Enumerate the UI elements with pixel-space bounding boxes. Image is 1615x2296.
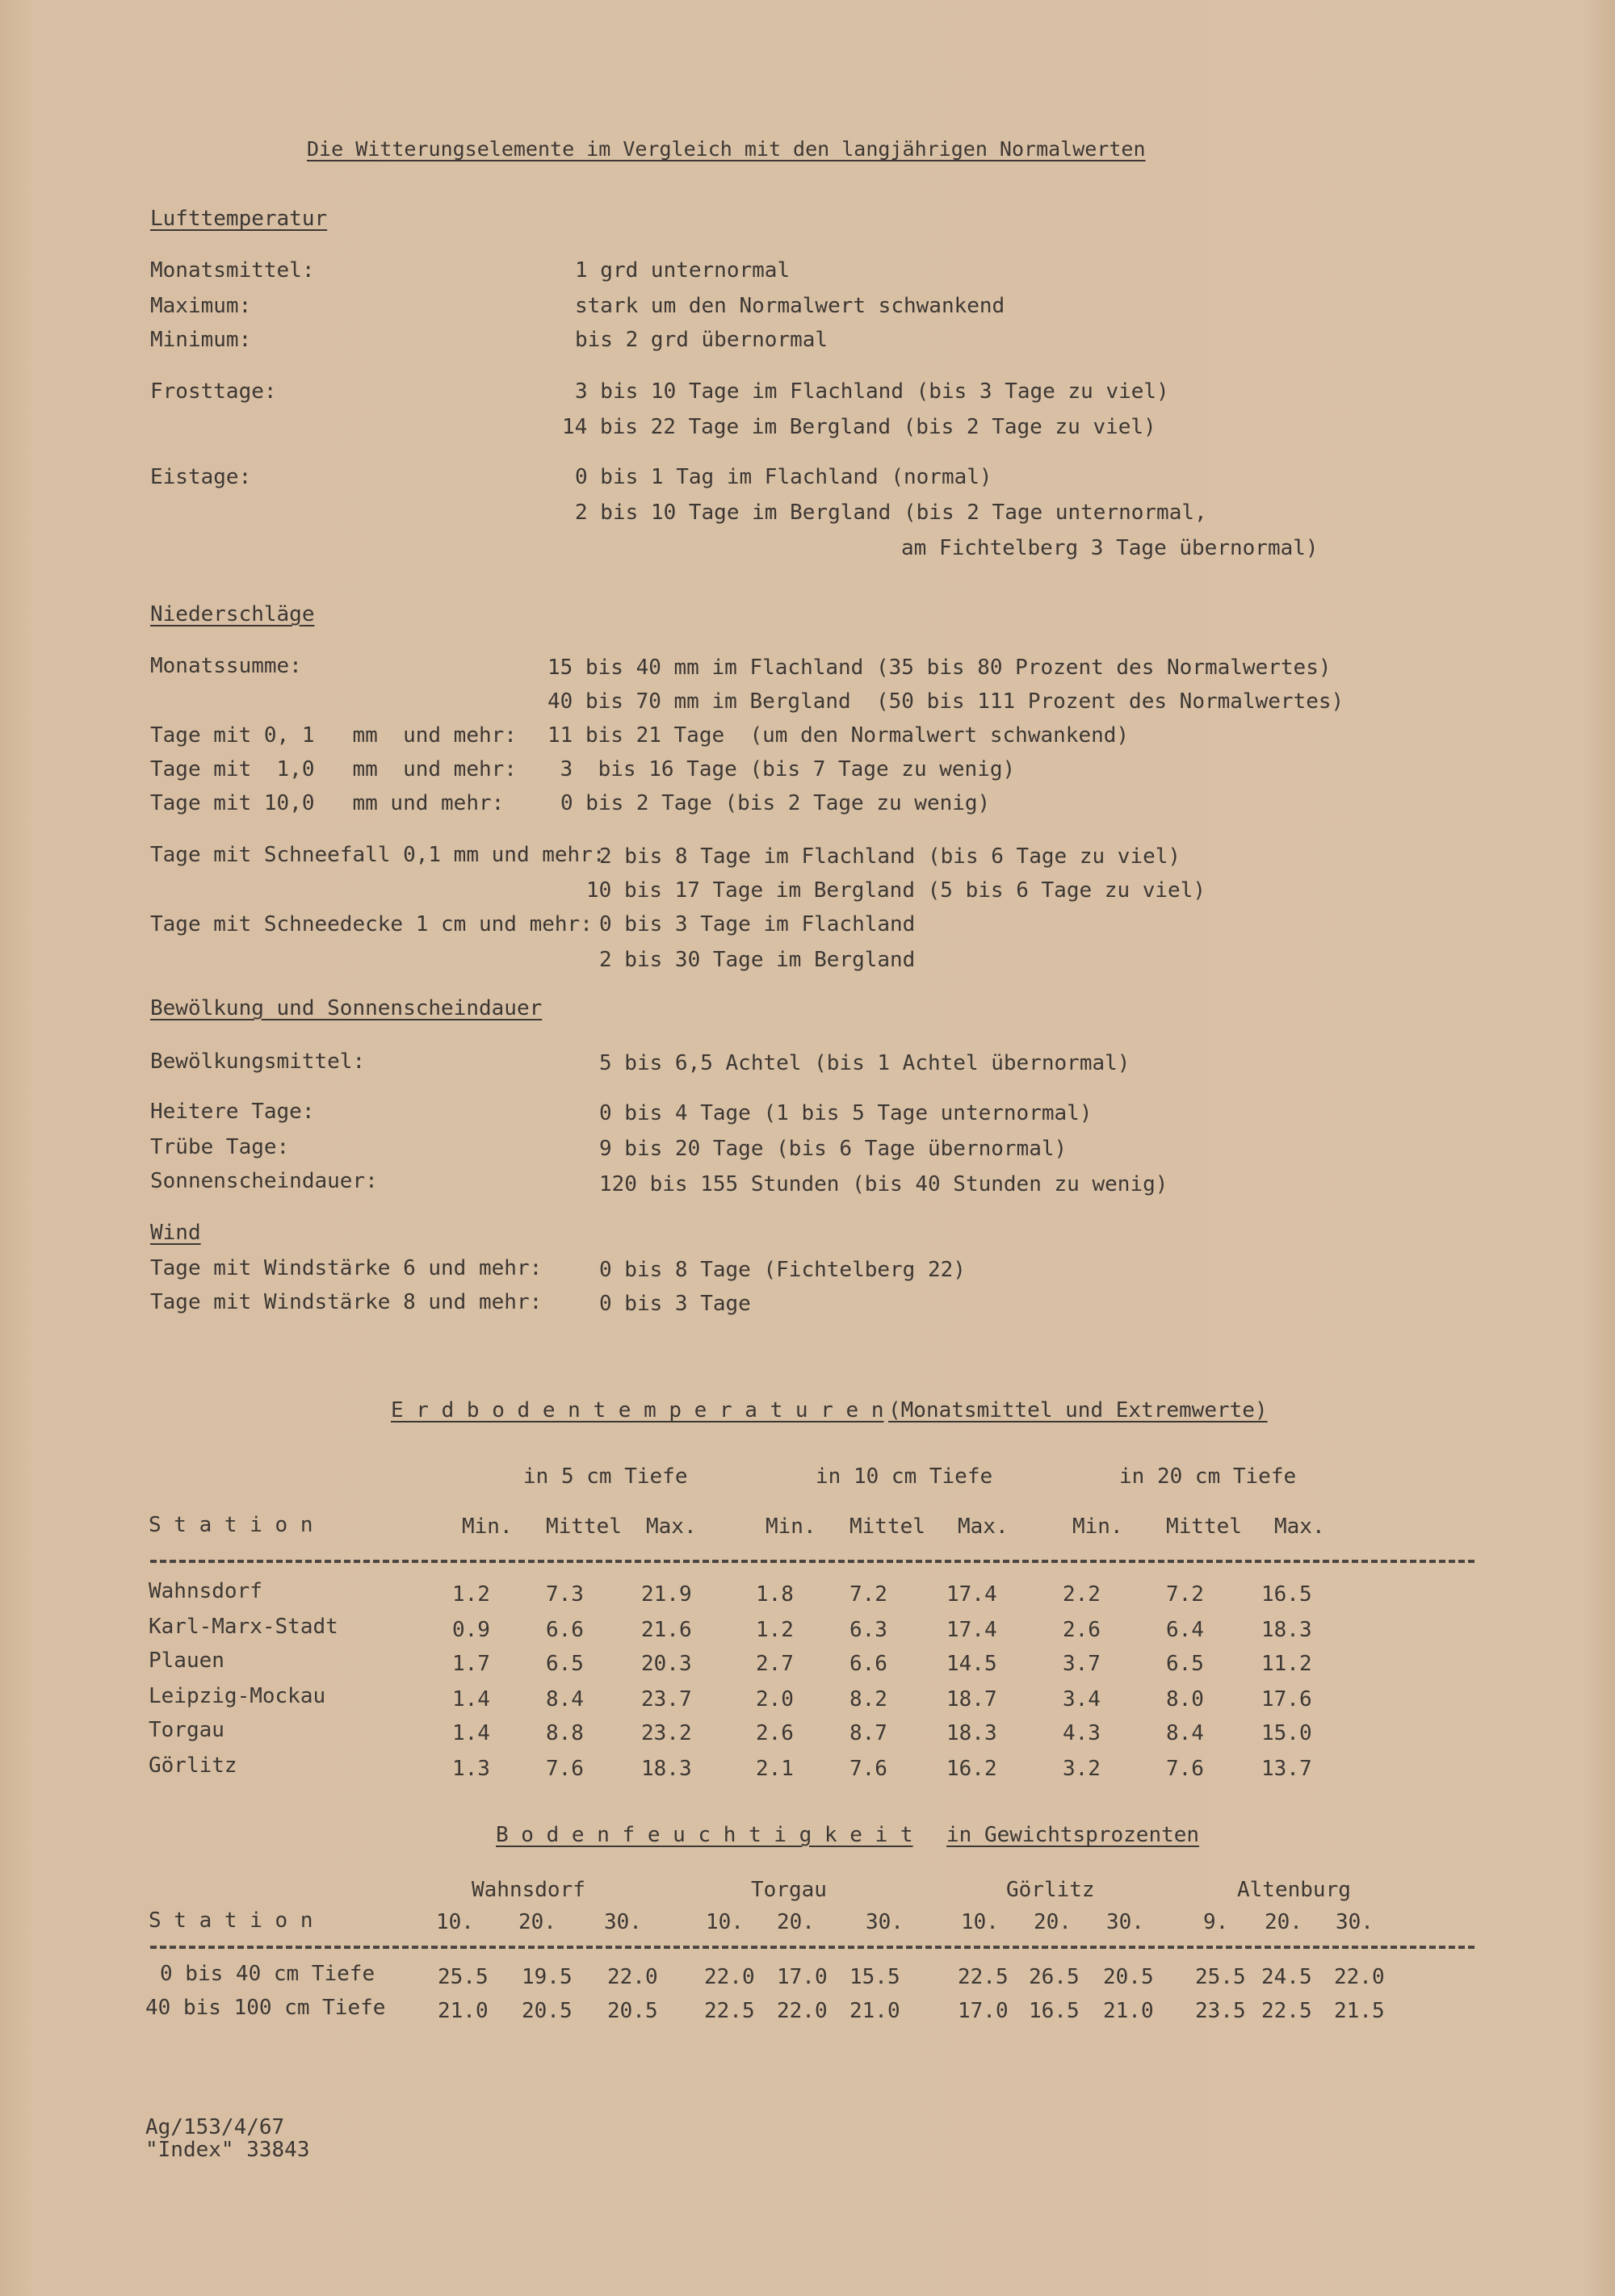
boden-station-altenburg: Altenburg <box>1237 1878 1351 1902</box>
erdboden-subheader: Mittel <box>1166 1515 1242 1539</box>
table-cell: 22.5 <box>958 1965 1009 1989</box>
depth-header-10cm: in 10 cm Tiefe <box>816 1464 993 1489</box>
table-cell: 2.6 <box>1063 1618 1101 1642</box>
boden-day-header: 20. <box>1034 1910 1072 1934</box>
section-heading-bewoelkung: Bewölkung und Sonnenscheindauer <box>150 996 543 1020</box>
table-cell: 11.2 <box>1261 1652 1312 1676</box>
row-value: 2 bis 30 Tage im Bergland <box>599 948 916 972</box>
table-cell: 15.0 <box>1261 1721 1312 1745</box>
table-cell: 17.0 <box>958 1999 1009 2023</box>
row-label: Tage mit Windstärke 8 und mehr: <box>150 1290 543 1314</box>
station-name: Torgau <box>149 1718 224 1742</box>
erdboden-title-spaced: E r d b o d e n t e m p e r a t u r e n <box>391 1398 884 1422</box>
table-cell: 6.6 <box>546 1618 584 1642</box>
erdboden-subheader: Min. <box>1072 1515 1123 1539</box>
depth-label: 0 bis 40 cm Tiefe <box>160 1962 375 1986</box>
station-name: Görlitz <box>149 1753 237 1778</box>
row-label: Minimum: <box>150 328 252 352</box>
boden-day-header: 20. <box>518 1910 556 1934</box>
table-cell: 14.5 <box>946 1652 997 1676</box>
station-name: Leipzig-Mockau <box>149 1684 326 1708</box>
depth-label: 40 bis 100 cm Tiefe <box>145 1996 386 2020</box>
table-cell: 8.4 <box>1166 1721 1204 1745</box>
table-cell: 17.4 <box>946 1618 997 1642</box>
document-title: Die Witterungselemente im Vergleich mit den langjährigen Normalwerten <box>307 137 1146 161</box>
table-cell: 6.4 <box>1166 1618 1204 1642</box>
row-value: 3 bis 10 Tage im Flachland (bis 3 Tage zu viel) <box>575 379 1169 404</box>
table-cell: 3.7 <box>1063 1652 1101 1676</box>
table-cell: 6.5 <box>546 1652 584 1676</box>
boden-day-header: 30. <box>1336 1910 1374 1934</box>
row-value: 15 bis 40 mm im Flachland (35 bis 80 Prozent des Normalwertes) <box>547 656 1332 680</box>
row-label: Tage mit Windstärke 6 und mehr: <box>150 1256 543 1280</box>
table-cell: 1.7 <box>452 1652 490 1676</box>
erdboden-subheader: Mittel <box>849 1515 925 1539</box>
erdboden-subheader: Max. <box>1274 1515 1325 1539</box>
row-value: 120 bis 155 Stunden (bis 40 Stunden zu wenig) <box>599 1172 1168 1196</box>
table-cell: 22.0 <box>607 1965 658 1989</box>
table-cell: 23.5 <box>1195 1999 1246 2023</box>
erdboden-subheader: Min. <box>766 1515 816 1539</box>
erdboden-subheader: Max. <box>646 1515 697 1539</box>
table-cell: 2.6 <box>756 1721 794 1745</box>
row-label: Tage mit Schneefall 0,1 mm und mehr: <box>150 843 606 867</box>
row-value: 9 bis 20 Tage (bis 6 Tage übernormal) <box>599 1137 1068 1161</box>
boden-title-spaced: B o d e n f e u c h t i g k e i t <box>496 1823 913 1847</box>
table-cell: 7.3 <box>546 1582 584 1607</box>
table-cell: 22.0 <box>704 1965 755 1989</box>
erdboden-subheader: Max. <box>958 1515 1009 1539</box>
boden-station-wahnsdorf: Wahnsdorf <box>472 1878 585 1902</box>
table-cell: 15.5 <box>849 1965 900 1989</box>
section-heading-wind: Wind <box>150 1221 201 1245</box>
table-cell: 1.4 <box>452 1687 490 1712</box>
row-value: 2 bis 8 Tage im Flachland (bis 6 Tage zu viel) <box>599 844 1181 869</box>
table-cell: 22.0 <box>777 1999 828 2023</box>
table-cell: 20.3 <box>641 1652 692 1676</box>
table-cell: 22.0 <box>1334 1965 1385 1989</box>
table-cell: 6.6 <box>849 1652 887 1676</box>
table-cell: 21.9 <box>641 1582 692 1607</box>
row-value: 5 bis 6,5 Achtel (bis 1 Achtel übernormal) <box>599 1051 1130 1075</box>
table-cell: 23.2 <box>641 1721 692 1745</box>
row-label: Monatsmittel: <box>150 258 315 283</box>
table-cell: 7.6 <box>546 1757 584 1781</box>
row-value: 3 bis 16 Tage (bis 7 Tage zu wenig) <box>547 757 1016 781</box>
row-value: stark um den Normalwert schwankend <box>575 294 1005 318</box>
table-cell: 6.5 <box>1166 1652 1204 1676</box>
table-cell: 8.4 <box>546 1687 584 1712</box>
row-label: Tage mit 0, 1 mm und mehr: <box>150 723 517 748</box>
table-cell: 3.2 <box>1063 1757 1101 1781</box>
table-cell: 21.6 <box>641 1618 692 1642</box>
table-cell: 17.4 <box>946 1582 997 1607</box>
depth-header-20cm: in 20 cm Tiefe <box>1119 1464 1297 1489</box>
table-cell: 8.0 <box>1166 1687 1204 1712</box>
row-value: 14 bis 22 Tage im Bergland (bis 2 Tage zu viel) <box>562 415 1156 439</box>
row-value: 40 bis 70 mm im Bergland (50 bis 111 Prozent des Normalwertes) <box>547 689 1344 714</box>
row-label: Maximum: <box>150 294 252 318</box>
table-cell: 7.6 <box>849 1757 887 1781</box>
table-cell: 3.4 <box>1063 1687 1101 1712</box>
boden-day-header: 10. <box>961 1910 999 1934</box>
table-cell: 26.5 <box>1029 1965 1080 1989</box>
table-cell: 7.2 <box>1166 1582 1204 1607</box>
table-cell: 2.2 <box>1063 1582 1101 1607</box>
table-cell: 21.5 <box>1334 1999 1385 2023</box>
table-cell: 6.3 <box>849 1618 887 1642</box>
table-cell: 21.0 <box>849 1999 900 2023</box>
row-label: Heitere Tage: <box>150 1100 315 1124</box>
row-value: 0 bis 1 Tag im Flachland (normal) <box>575 465 992 489</box>
table-cell: 1.3 <box>452 1757 490 1781</box>
depth-header-5cm: in 5 cm Tiefe <box>523 1464 688 1489</box>
table-cell: 13.7 <box>1261 1757 1312 1781</box>
table-cell: 18.3 <box>1261 1618 1312 1642</box>
table-cell: 22.5 <box>1261 1999 1312 2023</box>
table-cell: 20.5 <box>522 1999 573 2023</box>
row-value: 0 bis 4 Tage (1 bis 5 Tage unternormal) <box>599 1101 1093 1125</box>
footer-index: "Index" 33843 <box>145 2138 310 2162</box>
table-cell: 21.0 <box>1103 1999 1154 2023</box>
erdboden-title-suffix: (Monatsmittel und Extremwerte) <box>888 1398 1268 1422</box>
table-divider <box>150 1560 1474 1563</box>
row-value: 1 grd unternormal <box>575 258 791 283</box>
table-cell: 16.5 <box>1029 1999 1080 2023</box>
boden-title-suffix: in Gewichtsprozenten <box>946 1823 1200 1847</box>
row-value: 0 bis 2 Tage (bis 2 Tage zu wenig) <box>560 791 991 815</box>
table-cell: 25.5 <box>1195 1965 1246 1989</box>
erdboden-subheader: Min. <box>462 1515 513 1539</box>
table-cell: 22.5 <box>704 1999 755 2023</box>
table-cell: 20.5 <box>607 1999 658 2023</box>
station-name: Karl-Marx-Stadt <box>149 1615 338 1639</box>
table-cell: 21.0 <box>438 1999 489 2023</box>
boden-station-torgau: Torgau <box>751 1878 827 1902</box>
row-label: Bewölkungsmittel: <box>150 1050 366 1074</box>
row-label: Monatssumme: <box>150 654 302 678</box>
station-name: Plauen <box>149 1649 224 1673</box>
table-cell: 20.5 <box>1103 1965 1154 1989</box>
boden-day-header: 30. <box>604 1910 642 1934</box>
table-cell: 18.3 <box>641 1757 692 1781</box>
table-cell: 0.9 <box>452 1618 490 1642</box>
table-cell: 8.2 <box>849 1687 887 1712</box>
station-name: Wahnsdorf <box>149 1579 262 1603</box>
row-value: 10 bis 17 Tage im Bergland (5 bis 6 Tage zu viel) <box>586 878 1206 903</box>
section-heading-lufttemperatur: Lufttemperatur <box>150 207 328 231</box>
row-value: 0 bis 8 Tage (Fichtelberg 22) <box>599 1258 966 1282</box>
table-cell: 2.0 <box>756 1687 794 1712</box>
table-cell: 1.8 <box>756 1582 794 1607</box>
table-cell: 8.8 <box>546 1721 584 1745</box>
row-value: am Fichtelberg 3 Tage übernormal) <box>901 536 1319 560</box>
table-cell: 18.3 <box>946 1721 997 1745</box>
row-value: 11 bis 21 Tage (um den Normalwert schwankend) <box>547 723 1130 748</box>
row-label: Tage mit 1,0 mm und mehr: <box>150 757 517 781</box>
boden-day-header: 20. <box>1265 1910 1302 1934</box>
table-cell: 1.4 <box>452 1721 490 1745</box>
boden-day-header: 30. <box>1106 1910 1144 1934</box>
footer-reference: Ag/153/4/67 <box>145 2115 285 2139</box>
row-value: 2 bis 10 Tage im Bergland (bis 2 Tage unternormal, <box>575 501 1207 525</box>
row-value: 0 bis 3 Tage im Flachland <box>599 912 916 936</box>
boden-station-goerlitz: Görlitz <box>1006 1878 1095 1902</box>
boden-day-header: 30. <box>866 1910 904 1934</box>
table-cell: 2.7 <box>756 1652 794 1676</box>
row-value: 0 bis 3 Tage <box>599 1292 751 1316</box>
erdboden-subheader: Mittel <box>546 1515 622 1539</box>
table-cell: 17.0 <box>777 1965 828 1989</box>
table-divider <box>150 1946 1474 1949</box>
station-column-header: S t a t i o n <box>149 1908 313 1933</box>
row-label: Tage mit 10,0 mm und mehr: <box>150 791 505 815</box>
table-cell: 19.5 <box>522 1965 573 1989</box>
station-column-header: S t a t i o n <box>149 1513 313 1537</box>
boden-day-header: 9. <box>1203 1910 1229 1934</box>
table-cell: 24.5 <box>1261 1965 1312 1989</box>
boden-day-header: 10. <box>436 1910 474 1934</box>
table-cell: 25.5 <box>438 1965 489 1989</box>
table-cell: 18.7 <box>946 1687 997 1712</box>
table-cell: 16.2 <box>946 1757 997 1781</box>
table-cell: 4.3 <box>1063 1721 1101 1745</box>
row-label: Eistage: <box>150 465 252 489</box>
row-value: bis 2 grd übernormal <box>575 328 828 352</box>
section-heading-niederschlaege: Niederschläge <box>150 602 315 626</box>
row-label: Sonnenscheindauer: <box>150 1169 378 1193</box>
table-cell: 1.2 <box>756 1618 794 1642</box>
table-cell: 1.2 <box>452 1582 490 1607</box>
table-cell: 8.7 <box>849 1721 887 1745</box>
table-cell: 7.6 <box>1166 1757 1204 1781</box>
row-label: Frosttage: <box>150 379 277 404</box>
table-cell: 16.5 <box>1261 1582 1312 1607</box>
boden-day-header: 10. <box>706 1910 744 1934</box>
row-label: Trübe Tage: <box>150 1135 290 1159</box>
table-cell: 23.7 <box>641 1687 692 1712</box>
table-cell: 7.2 <box>849 1582 887 1607</box>
table-cell: 17.6 <box>1261 1687 1312 1712</box>
row-label: Tage mit Schneedecke 1 cm und mehr: <box>150 912 593 936</box>
table-cell: 2.1 <box>756 1757 794 1781</box>
boden-day-header: 20. <box>777 1910 815 1934</box>
